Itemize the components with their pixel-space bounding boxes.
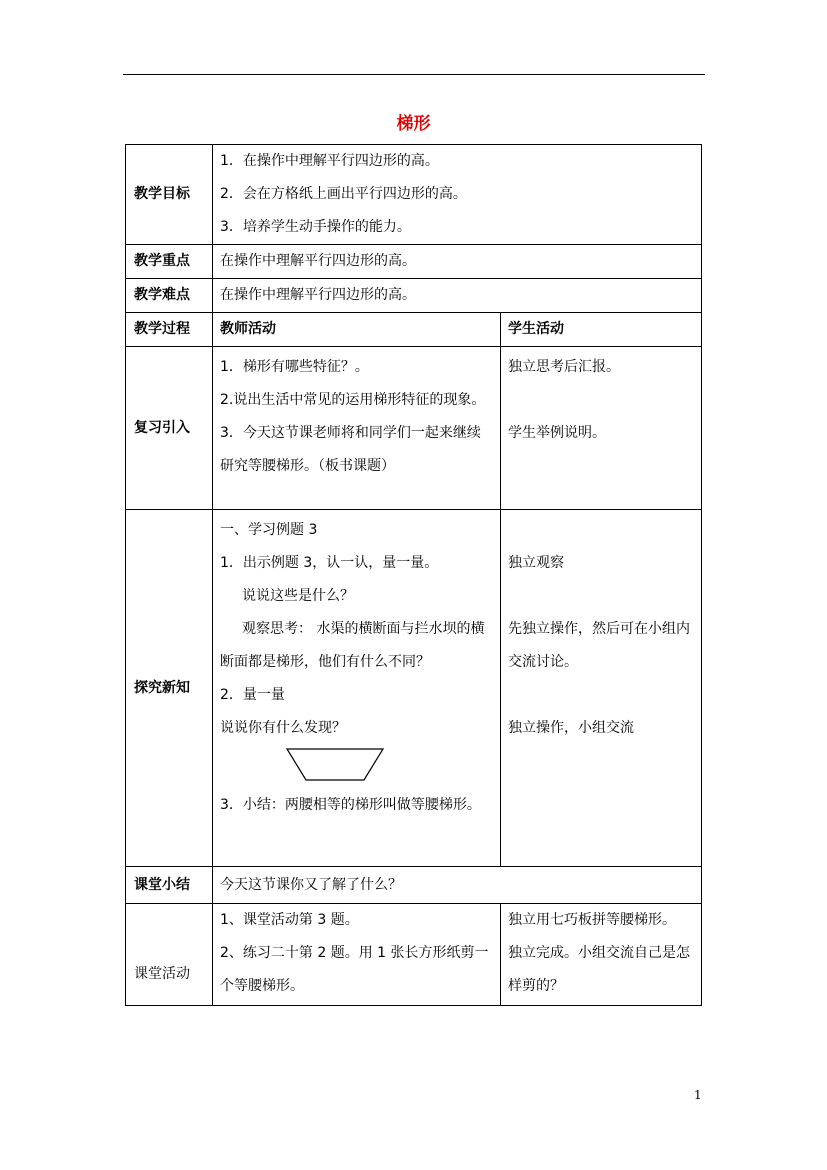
summary-text: 今天这节课你又了解了什么？ [213, 867, 702, 904]
teacher-activity-header: 教师活动 [213, 313, 501, 347]
row-activity [126, 904, 702, 1006]
summary-label: 课堂小结 [126, 867, 213, 904]
activity-teacher-line: 1、课堂活动第 3 题。 [220, 912, 359, 928]
row-key-point [126, 245, 702, 279]
explore-student-line: 独立观察 [508, 555, 564, 571]
row-summary [126, 867, 702, 904]
explore-teacher-line: 一、学习例题 3 [220, 522, 318, 538]
row-review [126, 347, 702, 510]
activity-student-line: 样剪的？ [508, 978, 564, 994]
review-label: 复习引入 [126, 347, 213, 510]
explore-teacher-line: 说说这些是什么？ [242, 588, 354, 604]
header-rule [123, 74, 705, 75]
student-activity-header: 学生活动 [501, 313, 702, 347]
activity-student-line: 独立用七巧板拼等腰梯形。 [508, 912, 676, 928]
review-teacher-line: 1．梯形有哪些特征？。 [220, 359, 369, 375]
review-student-cell [501, 347, 702, 510]
explore-student-line: 交流讨论。 [508, 654, 578, 670]
explore-student-line: 先独立操作，然后可在小组内 [508, 621, 690, 637]
lesson-plan-table [125, 144, 702, 1006]
difficulty-text: 在操作中理解平行四边形的高。 [213, 279, 702, 313]
key-point-label: 教学重点 [126, 245, 213, 279]
review-teacher-line: 2.说出生活中常见的运用梯形特征的现象。 [220, 392, 486, 408]
row-difficulty [126, 279, 702, 313]
page-number: 1 [694, 1088, 702, 1102]
activity-student-line: 独立完成。小组交流自己是怎 [508, 945, 690, 961]
process-label: 教学过程 [126, 313, 213, 347]
review-student-line: 独立思考后汇报。 [508, 359, 620, 375]
row-goals [126, 145, 702, 245]
explore-student-cell [501, 510, 702, 867]
activity-teacher-cell [213, 904, 501, 1006]
explore-teacher-line: 2．量一量 [220, 687, 285, 703]
explore-teacher-line: 断面都是梯形，他们有什么不同？ [220, 654, 430, 670]
explore-student-line: 独立操作，小组交流 [508, 720, 634, 736]
review-teacher-cell [213, 347, 501, 510]
activity-teacher-line: 2、练习二十第 2 题。用 1 张长方形纸剪一 [220, 945, 489, 961]
explore-teacher-line: 观察思考： 水渠的横断面与拦水坝的横 [242, 621, 485, 637]
goals-label: 教学目标 [126, 145, 213, 245]
activity-label: 课堂活动 [126, 904, 213, 1006]
explore-teacher-line: 1．出示例题 3，认一认，量一量。 [220, 555, 439, 571]
goals-cell [213, 145, 702, 245]
row-process-header [126, 313, 702, 347]
activity-student-cell [501, 904, 702, 1006]
review-teacher-line: 3．今天这节课老师将和同学们一起来继续 [220, 425, 481, 441]
activity-teacher-line: 个等腰梯形。 [220, 978, 304, 994]
explore-label: 探究新知 [126, 510, 213, 867]
page-title: 梯形 [396, 114, 431, 134]
review-teacher-line: 研究等腰梯形。（板书课题） [220, 458, 395, 474]
key-point-text: 在操作中理解平行四边形的高。 [213, 245, 702, 279]
goal-item: 1．在操作中理解平行四边形的高。 [220, 153, 439, 169]
goal-item: 3．培养学生动手操作的能力。 [220, 219, 411, 235]
explore-teacher-cell [213, 510, 501, 867]
explore-teacher-line: 说说你有什么发现？ [220, 720, 346, 736]
row-explore [126, 510, 702, 867]
goal-item: 2．会在方格纸上画出平行四边形的高。 [220, 186, 467, 202]
explore-teacher-line: 3．小结：两腰相等的梯形叫做等腰梯形。 [220, 797, 481, 813]
review-student-line: 学生举例说明。 [508, 425, 606, 441]
isosceles-trapezoid-figure [286, 747, 386, 783]
difficulty-label: 教学难点 [126, 279, 213, 313]
